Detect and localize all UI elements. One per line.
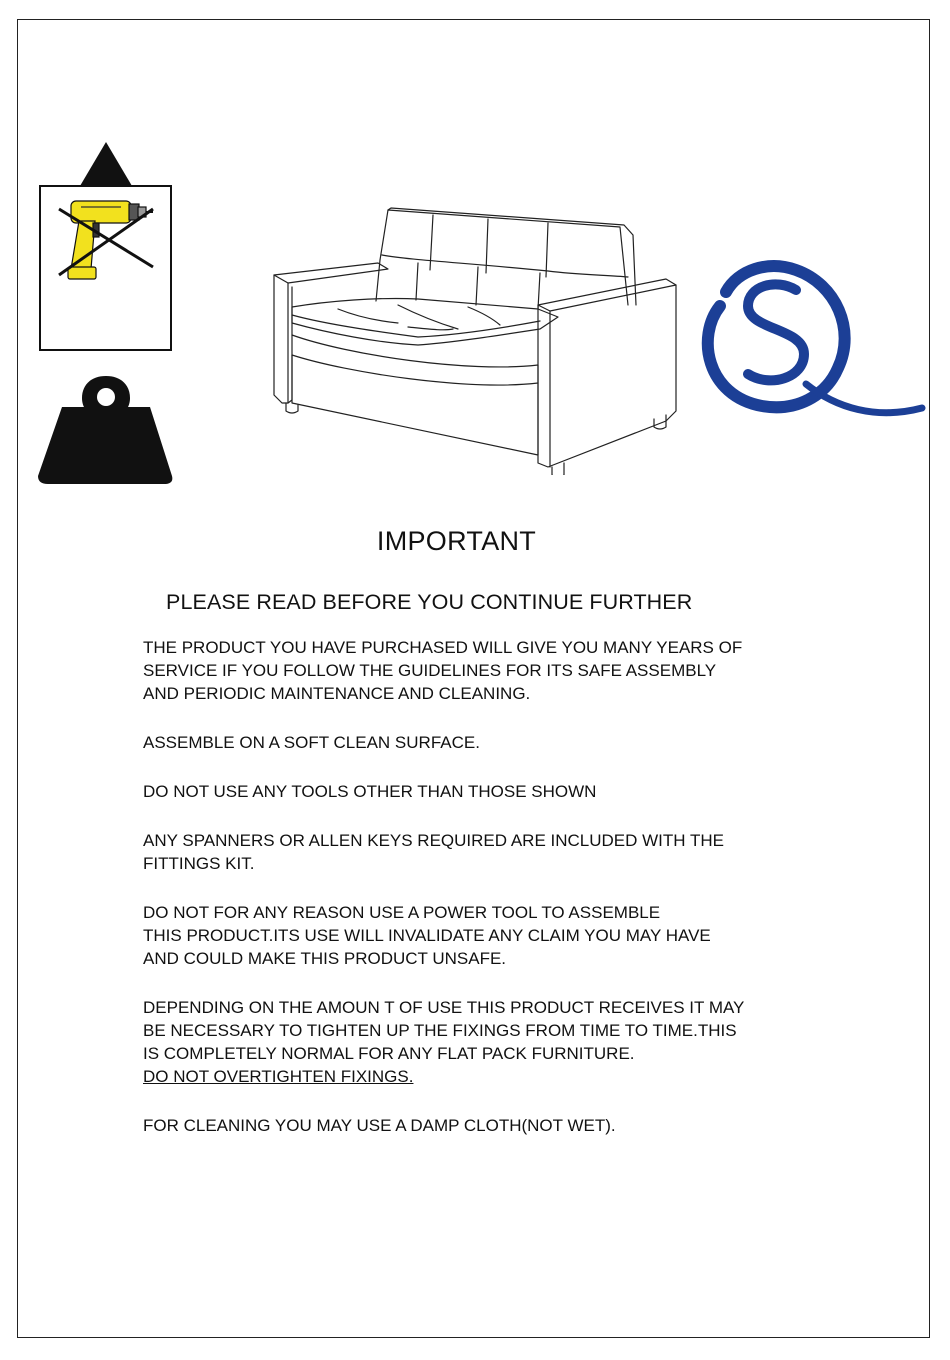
no-power-drill-icon xyxy=(41,187,170,349)
notice-list xyxy=(143,636,863,1163)
notice-spanners: ANY SPANNERS OR ALLEN KEYS REQUIRED ARE INCLUDED WITH THE FITTINGS KIT. xyxy=(143,831,724,873)
sofa-bed-illustration xyxy=(268,205,680,475)
notice-power-tool: DO NOT FOR ANY REASON USE A POWER TOOL TO ASSEMBLE THIS PRODUCT.ITS USE WILL INVALIDATE ANY CLAIM YOU MAY HAVE AND COULD MAKE THIS PRODUCT UNSAFE. xyxy=(143,903,711,968)
overtighten-warning: DO NOT OVERTIGHTEN FIXINGS. xyxy=(143,1067,414,1086)
notice-tools: DO NOT USE ANY TOOLS OTHER THAN THOSE SHOWN xyxy=(143,782,597,801)
notice-intro: THE PRODUCT YOU HAVE PURCHASED WILL GIVE YOU MANY YEARS OF SERVICE IF YOU FOLLOW THE GUIDELINES FOR ITS SAFE ASSEMBLY AND PERIODIC MAINTENANCE AND CLEANING. xyxy=(143,638,743,703)
sq-logo xyxy=(686,256,930,424)
no-power-drill-box xyxy=(39,185,172,351)
page-subtitle: PLEASE READ BEFORE YOU CONTINUE FURTHER xyxy=(166,590,693,614)
page-title: IMPORTANT xyxy=(376,526,537,556)
notice-cleaning: FOR CLEANING YOU MAY USE A DAMP CLOTH(NOT WET). xyxy=(143,1116,616,1135)
heavy-weight-icon xyxy=(38,376,174,488)
notice-surface: ASSEMBLE ON A SOFT CLEAN SURFACE. xyxy=(143,733,480,752)
notice-fixings: DEPENDING ON THE AMOUN T OF USE THIS PRODUCT RECEIVES IT MAY BE NECESSARY TO TIGHTEN UP THE FIXINGS FROM TIME TO TIME.THIS IS COMPLETELY NORMAL FOR ANY FLAT PACK FURNITURE. DO NOT OVERTIGHTEN FIXINGS. xyxy=(143,996,863,1088)
warning-triangle-icon xyxy=(80,142,132,186)
